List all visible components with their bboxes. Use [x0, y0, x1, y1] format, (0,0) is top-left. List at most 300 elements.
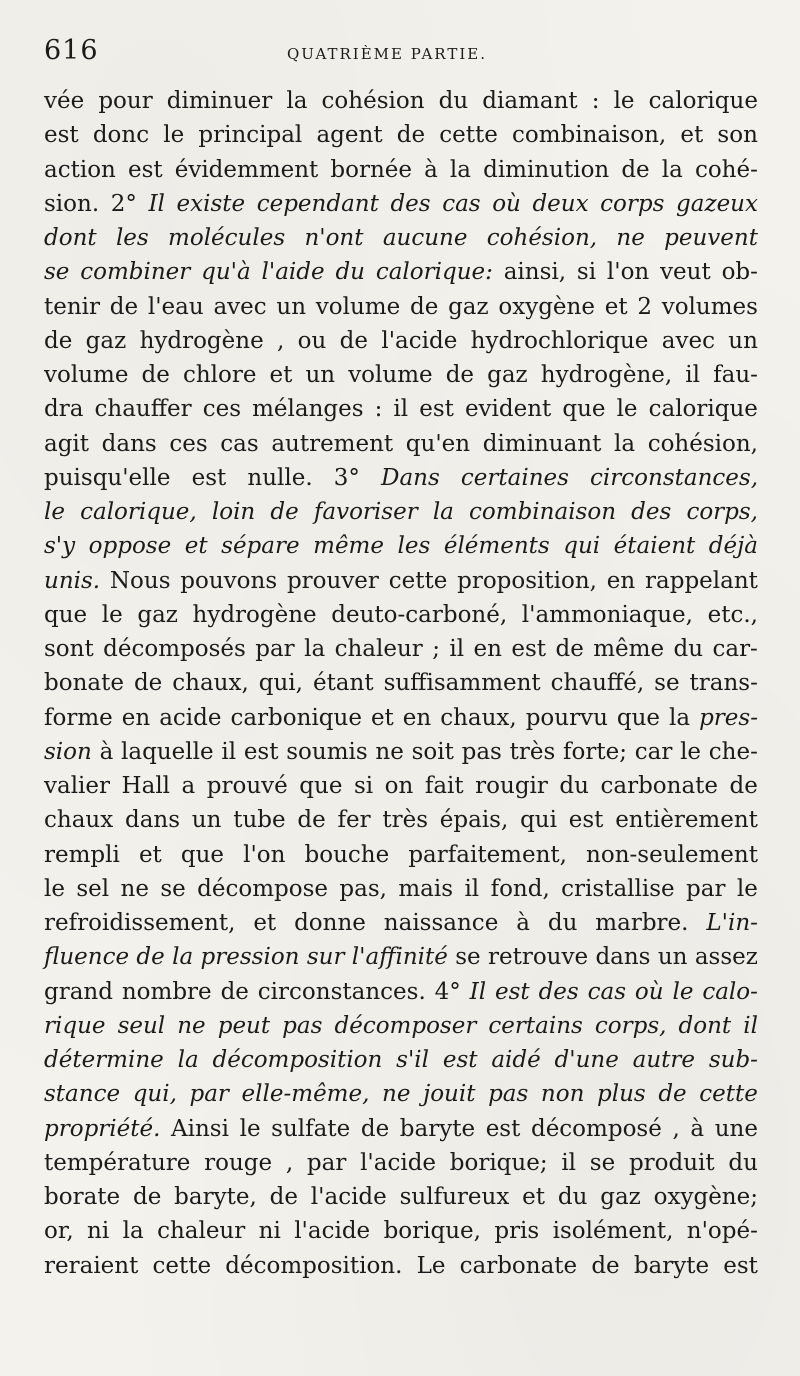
- text-line: [44, 1112, 758, 1146]
- word: a: [181, 773, 196, 799]
- word: et: [680, 122, 704, 149]
- word: chauffé,: [550, 670, 645, 697]
- word: chlore: [182, 362, 257, 388]
- word: carbonique: [230, 704, 362, 731]
- word: pouvons: [180, 567, 278, 594]
- word: et: [269, 362, 293, 388]
- word: Hall: [121, 773, 171, 799]
- word: favoriser: [313, 499, 418, 525]
- word: est: [495, 978, 530, 1005]
- word: si: [576, 259, 597, 286]
- word: le: [736, 875, 758, 902]
- word: on: [384, 773, 414, 799]
- word: 2°: [110, 190, 137, 217]
- word: Nous: [109, 567, 171, 594]
- word: la: [432, 499, 454, 525]
- word: baryte,: [174, 1184, 257, 1210]
- word: de: [555, 636, 584, 662]
- word: fau-: [713, 362, 758, 388]
- word: molécules: [168, 225, 286, 251]
- word: autre: [632, 1047, 696, 1073]
- word: ne: [616, 225, 645, 251]
- word: cohésion,: [647, 430, 758, 457]
- word: la: [286, 88, 308, 114]
- word: sont: [44, 636, 94, 662]
- word: si: [353, 773, 374, 799]
- word: de: [621, 156, 650, 183]
- word: il: [464, 875, 480, 902]
- word: forte;: [563, 738, 627, 765]
- word: ,: [277, 327, 285, 354]
- word: bornée: [330, 156, 413, 183]
- word: fait: [424, 773, 464, 799]
- word: oppose: [88, 533, 172, 560]
- word: car-: [712, 636, 758, 662]
- word: du: [673, 636, 704, 662]
- word: de: [729, 773, 758, 799]
- word: diminution: [483, 156, 610, 183]
- word: produit: [628, 1149, 715, 1176]
- word: autrement: [271, 430, 394, 457]
- word: non-seulement: [586, 841, 758, 868]
- word: fond,: [490, 875, 550, 902]
- word: circonstances,: [590, 464, 758, 491]
- word: valier: [44, 773, 111, 799]
- word: est: [127, 156, 163, 183]
- word: de: [270, 499, 299, 525]
- word: borique;: [449, 1149, 548, 1176]
- text-line: [44, 392, 758, 426]
- word: baryte: [399, 1115, 476, 1142]
- word: d'une: [554, 1047, 619, 1073]
- word: pas: [282, 1012, 323, 1039]
- word: hydrogène: [139, 327, 264, 354]
- word: et: [604, 293, 628, 320]
- word: fer: [337, 807, 371, 834]
- word: la: [661, 156, 683, 183]
- word: éléments: [443, 533, 550, 560]
- word: isolément,: [552, 1218, 674, 1245]
- word: stance: [44, 1081, 121, 1108]
- running-head: QUATRIÈME PARTIE.: [287, 45, 487, 63]
- word: n'ont: [304, 225, 364, 251]
- word: en: [402, 704, 432, 731]
- word: des: [538, 978, 579, 1005]
- text-line: [44, 803, 758, 837]
- page-number: 616: [44, 35, 99, 66]
- text-line: [44, 1077, 758, 1111]
- word: la: [613, 430, 636, 457]
- word: mélanges: [252, 396, 364, 423]
- word: et: [253, 910, 277, 936]
- word: du: [547, 910, 578, 936]
- word: diamant: [482, 88, 578, 114]
- word: aidé: [491, 1047, 541, 1073]
- word: est: [243, 738, 279, 765]
- word: existe: [176, 190, 246, 217]
- word: dra: [44, 396, 84, 423]
- word: hydrochlorique: [470, 327, 649, 354]
- word: sion: [44, 738, 92, 765]
- word: diminuant: [482, 430, 602, 457]
- word: pas,: [339, 875, 387, 902]
- word: gaz: [137, 601, 178, 628]
- word: est: [442, 1047, 478, 1073]
- word: assez: [694, 944, 758, 971]
- word: sulfate: [271, 1115, 351, 1142]
- word: se: [455, 944, 481, 971]
- word: de: [132, 1184, 162, 1210]
- word: sel: [76, 875, 110, 902]
- word: et: [184, 533, 208, 560]
- word: mais: [398, 875, 454, 902]
- word: décomposer: [334, 1012, 477, 1039]
- word: or,: [44, 1218, 74, 1245]
- word: l'acide: [360, 1149, 437, 1176]
- word: :: [591, 88, 600, 114]
- text-line: [44, 940, 758, 974]
- word: l'ammoniaque,: [521, 601, 693, 628]
- body-text: [44, 84, 758, 1283]
- word: volumes: [661, 293, 758, 320]
- word: avec: [213, 293, 267, 320]
- word: borate: [44, 1184, 121, 1210]
- word: est: [485, 1115, 521, 1142]
- word: l'affinité: [351, 944, 448, 971]
- word: pres-: [699, 704, 758, 731]
- word: dans: [101, 430, 157, 457]
- word: les: [397, 533, 431, 560]
- word: se: [654, 670, 680, 697]
- word: dont: [678, 1012, 732, 1039]
- word: ,: [285, 1149, 294, 1176]
- word: un: [305, 362, 336, 388]
- text-line: [44, 1180, 758, 1214]
- text-line: [44, 324, 758, 358]
- word: corps: [600, 190, 665, 217]
- text-line: [44, 1146, 758, 1180]
- word: retrouve: [487, 944, 589, 971]
- word: diminuer: [166, 88, 273, 114]
- word: et: [522, 1184, 546, 1210]
- word: soumis: [286, 738, 368, 765]
- word: l'acide: [310, 1184, 387, 1210]
- word: et: [370, 704, 394, 731]
- word: le: [616, 396, 638, 423]
- word: car: [634, 738, 673, 765]
- word: baryte: [633, 1252, 710, 1279]
- word: même: [593, 636, 665, 662]
- text-line: [44, 255, 758, 289]
- word: 4°: [434, 978, 461, 1005]
- word: prouvé: [206, 773, 288, 799]
- word: entièrement: [615, 807, 758, 834]
- word: il: [449, 636, 465, 662]
- text-line: [44, 84, 758, 118]
- word: sub-: [708, 1047, 758, 1073]
- text-line: [44, 427, 758, 461]
- text-line: [44, 564, 758, 598]
- word: dont: [44, 225, 97, 251]
- word: deuto-carboné,: [331, 601, 508, 628]
- word: décomposés: [103, 636, 246, 662]
- word: combiner: [80, 259, 191, 286]
- word: et: [138, 841, 162, 868]
- word: qui: [563, 533, 601, 560]
- text-line: [44, 153, 758, 187]
- word: où: [492, 190, 521, 217]
- word: l'acide: [381, 327, 458, 354]
- text-line: [44, 838, 758, 872]
- word: ne: [382, 1081, 411, 1108]
- word: combinaison: [469, 499, 617, 525]
- word: ni: [87, 1218, 110, 1245]
- word: unis.: [44, 567, 101, 594]
- word: de: [409, 293, 439, 320]
- word: agit: [44, 430, 90, 457]
- word: gazeux: [676, 190, 758, 217]
- word: à: [99, 738, 114, 765]
- word: calorique: [648, 396, 758, 423]
- text-line: [44, 1043, 758, 1077]
- word: des: [631, 499, 672, 525]
- word: L'in-: [706, 910, 758, 936]
- word: de: [591, 1252, 620, 1279]
- word: grand: [44, 978, 113, 1005]
- word: nombre: [121, 978, 212, 1005]
- word: il: [685, 362, 701, 388]
- word: propriété.: [44, 1115, 161, 1142]
- word: nulle.: [247, 464, 313, 491]
- word: de: [109, 293, 139, 320]
- word: Il: [148, 190, 165, 217]
- word: principal: [198, 122, 303, 149]
- word: est: [191, 464, 227, 491]
- text-line: [44, 529, 758, 563]
- word: cette: [388, 567, 448, 594]
- word: :: [374, 396, 383, 423]
- word: de: [269, 1184, 298, 1210]
- word: plus: [597, 1081, 646, 1108]
- text-line: [44, 1009, 758, 1043]
- word: un: [728, 327, 758, 354]
- word: que: [562, 396, 606, 423]
- word: cristallise: [561, 875, 675, 902]
- word: du: [728, 1149, 758, 1176]
- word: ainsi,: [503, 259, 567, 286]
- text-line: [44, 975, 758, 1009]
- word: Dans: [381, 464, 440, 491]
- word: calorique:: [375, 259, 493, 286]
- word: est: [44, 122, 79, 149]
- word: chaux,: [440, 704, 517, 731]
- word: sulfureux: [399, 1184, 510, 1210]
- word: la: [177, 1047, 199, 1073]
- word: chaux: [44, 807, 114, 834]
- word: circonstances.: [257, 978, 426, 1005]
- text-line: [44, 290, 758, 324]
- text-line: [44, 598, 758, 632]
- word: le: [44, 875, 65, 902]
- word: par: [255, 636, 295, 662]
- word: forme: [44, 704, 113, 731]
- word: une: [714, 1115, 758, 1142]
- word: en: [606, 567, 636, 594]
- word: cependant: [256, 190, 379, 217]
- word: carbonate: [459, 1252, 578, 1279]
- word: de: [339, 327, 369, 354]
- word: peut: [217, 1012, 271, 1039]
- word: où: [634, 978, 664, 1005]
- word: à: [424, 156, 438, 183]
- word: la: [669, 704, 691, 731]
- word: pour: [98, 88, 153, 114]
- word: pas: [488, 1081, 529, 1108]
- word: du: [559, 773, 589, 799]
- word: oxygène;: [653, 1184, 758, 1210]
- word: de: [44, 327, 73, 354]
- word: les: [115, 225, 149, 251]
- text-line: [44, 495, 758, 529]
- word: sur: [306, 944, 345, 971]
- word: ne: [375, 738, 404, 765]
- word: pas: [461, 738, 502, 765]
- word: peuvent: [664, 225, 758, 251]
- word: volume: [315, 293, 401, 320]
- word: un: [276, 293, 307, 320]
- text-line: [44, 1214, 758, 1248]
- word: évidemment: [174, 156, 319, 183]
- word: suffisamment: [383, 670, 541, 697]
- text-line: [44, 872, 758, 906]
- word: des: [390, 190, 431, 217]
- word: proposition,: [457, 567, 597, 594]
- word: étaient: [613, 533, 696, 560]
- word: dans: [595, 944, 651, 971]
- word: corps,: [686, 499, 758, 525]
- word: est: [723, 1252, 758, 1279]
- word: trans-: [689, 670, 758, 697]
- word: ou: [297, 327, 327, 354]
- word: le: [239, 1115, 261, 1142]
- word: décomposition.: [225, 1252, 403, 1279]
- word: rappelant: [645, 567, 758, 594]
- word: prouver: [286, 567, 379, 594]
- word: un: [657, 944, 688, 971]
- word: par: [189, 1081, 229, 1108]
- word: de: [136, 944, 165, 971]
- word: cohésion,: [486, 225, 598, 251]
- word: carbonate: [600, 773, 719, 799]
- text-line: [44, 461, 758, 495]
- word: ,: [672, 1115, 680, 1142]
- word: 3°: [333, 464, 360, 491]
- word: le: [163, 122, 185, 149]
- word: certaines: [460, 464, 569, 491]
- word: à: [516, 910, 530, 936]
- word: gaz: [85, 327, 127, 354]
- word: est: [568, 807, 604, 834]
- word: Le: [416, 1252, 446, 1279]
- word: gaz: [487, 362, 528, 388]
- word: se: [589, 1149, 616, 1176]
- word: de: [658, 1081, 687, 1108]
- word: que: [44, 601, 88, 628]
- word: cohé-: [694, 156, 758, 183]
- text-line: [44, 1249, 758, 1283]
- word: est: [419, 396, 454, 423]
- word: corps,: [594, 1012, 667, 1039]
- word: rempli: [44, 841, 120, 868]
- word: volume: [348, 362, 433, 388]
- word: qu'à: [201, 259, 251, 286]
- word: décompose: [197, 875, 329, 902]
- word: ob-: [721, 259, 758, 286]
- word: le: [44, 499, 65, 525]
- word: cette: [152, 1252, 212, 1279]
- word: soit: [411, 738, 454, 765]
- word: son: [717, 122, 758, 149]
- word: chaux,: [172, 670, 249, 697]
- word: l'on: [243, 841, 286, 868]
- word: chaleur: [157, 1218, 246, 1245]
- word: très: [509, 738, 556, 765]
- word: en: [473, 636, 502, 662]
- text-line: [44, 187, 758, 221]
- word: le: [101, 601, 123, 628]
- word: du: [335, 259, 365, 286]
- word: dans: [124, 807, 181, 834]
- word: cas: [442, 190, 481, 217]
- word: il: [743, 1012, 758, 1039]
- word: de: [220, 978, 249, 1005]
- word: bouche: [304, 841, 390, 868]
- word: sépare: [221, 533, 300, 560]
- word: qu'en: [405, 430, 471, 457]
- word: cas: [220, 430, 259, 457]
- word: veut: [660, 259, 711, 286]
- word: rouge: [204, 1149, 273, 1176]
- word: de: [360, 1115, 390, 1142]
- word: la: [122, 1218, 144, 1245]
- word: pris: [494, 1218, 540, 1245]
- word: par: [306, 1149, 347, 1176]
- text-line: [44, 701, 758, 735]
- word: gaz: [448, 293, 489, 320]
- word: che-: [708, 738, 758, 765]
- word: le: [613, 88, 635, 114]
- word: de: [396, 122, 426, 149]
- word: décomposition: [212, 1047, 383, 1073]
- word: un: [191, 807, 222, 834]
- word: aucune: [382, 225, 468, 251]
- word: s'y: [44, 533, 76, 560]
- word: reraient: [44, 1252, 139, 1279]
- word: étant: [312, 670, 374, 697]
- word: il: [393, 396, 409, 423]
- word: tube: [233, 807, 286, 834]
- word: marbre.: [595, 910, 689, 936]
- word: oxygène: [498, 293, 595, 320]
- word: rique: [44, 1012, 106, 1039]
- text-line: [44, 906, 758, 940]
- word: tenir: [44, 293, 101, 320]
- word: donne: [294, 910, 366, 936]
- word: très: [382, 807, 429, 834]
- word: du: [557, 1184, 588, 1210]
- word: de: [133, 670, 163, 697]
- word: qui: [520, 807, 557, 834]
